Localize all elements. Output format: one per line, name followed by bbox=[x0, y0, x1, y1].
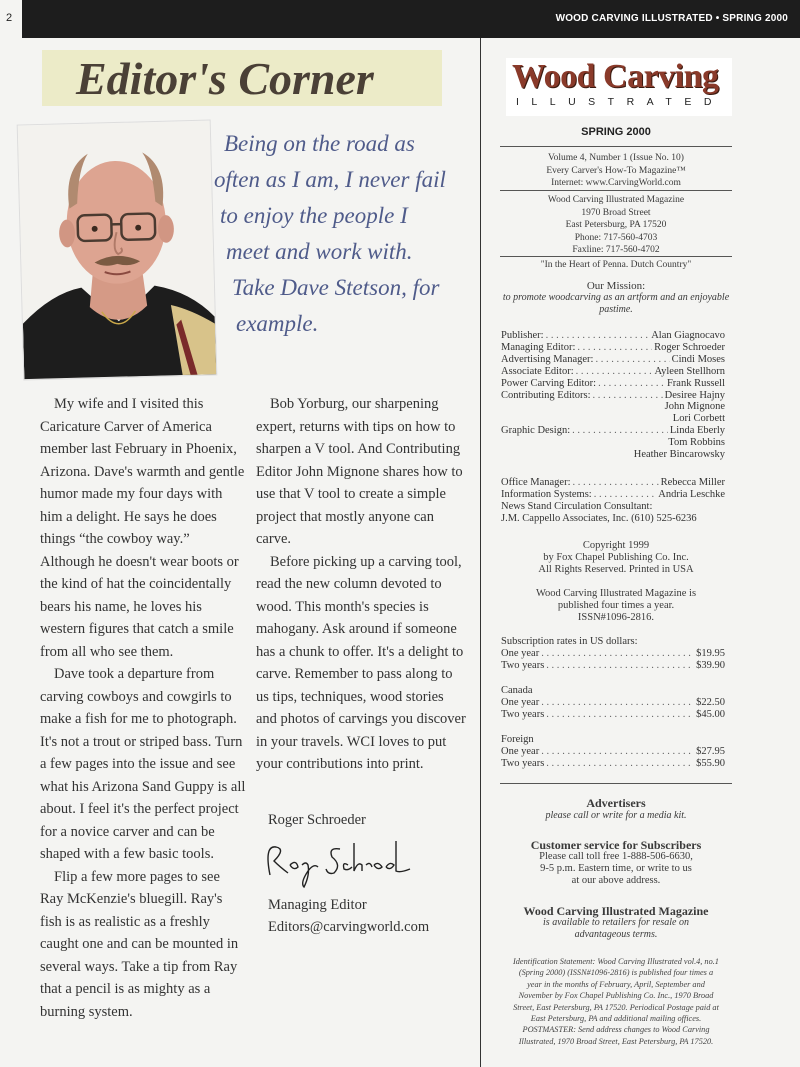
rates-heading: Foreign bbox=[501, 734, 534, 745]
article-paragraph: My wife and I visited this Caricature Carver of America member last February in Phoenix, Arizona. Dave's warmth and gentle humor made my four days with him a delight. He says he does things “the cowboy way.” Although he doesn't wear boots or the kind of hat the coincidentally bears his name, he loves his western figures that catch a smile from all who see them. bbox=[40, 396, 245, 660]
advertisers-heading: Advertisers bbox=[586, 796, 646, 810]
address-line: Wood Carving Illustrated Magazine bbox=[547, 195, 685, 205]
ident-line: POSTMASTER: Send address changes to Wood Carving bbox=[522, 1025, 710, 1035]
ident-line: East Petersburg, PA and additional mailing offices. bbox=[530, 1014, 702, 1024]
staff-row: Advertising Manager: . . . Cindi Moses bbox=[501, 354, 725, 366]
rate-row: Two years . . . $45.00 bbox=[501, 709, 725, 721]
logo-wordmark: Wood Carving bbox=[512, 58, 719, 95]
pull-quote bbox=[214, 126, 464, 342]
copyright-notice bbox=[500, 540, 732, 576]
staff-extra: Lori Corbett bbox=[672, 413, 725, 425]
portrait-illustration bbox=[18, 121, 217, 380]
staff-list bbox=[501, 330, 725, 461]
running-title: WOOD CARVING ILLUSTRATED • SPRING 2000 bbox=[555, 13, 788, 24]
staff-row: Graphic Design: . . . Linda Eberly bbox=[501, 425, 725, 437]
rule-divider bbox=[500, 190, 732, 191]
volume-line: Volume 4, Number 1 (Issue No. 10) bbox=[548, 153, 684, 163]
staff-row: Power Carving Editor: . . . Frank Russell bbox=[501, 378, 725, 390]
rates-us bbox=[501, 636, 725, 671]
cs-line: Please call toll free 1-888-506-6630, bbox=[539, 851, 693, 862]
page-title: Editor's Corner bbox=[76, 53, 374, 104]
volume-line: Every Carver's How-To Magazine™ bbox=[546, 165, 686, 176]
staff-row: Managing Editor: . . . Roger Schroeder bbox=[501, 342, 725, 354]
customer-service-heading: Customer service for Subscribers bbox=[530, 838, 702, 852]
rate-row: One year . . . $19.95 bbox=[501, 648, 725, 660]
staff-extra: Tom Robbins bbox=[668, 437, 725, 449]
retail-text bbox=[500, 917, 732, 941]
rate-row: Two years . . . $39.90 bbox=[501, 660, 725, 672]
ident-line: Illustrated, 1970 Broad Street, East Petersburg, PA 17520. bbox=[518, 1036, 714, 1046]
page-number: 2 bbox=[0, 0, 22, 38]
rule-divider bbox=[500, 146, 732, 147]
slogan: "In the Heart of Penna. Dutch Country" bbox=[540, 260, 692, 270]
author-title: Managing Editor bbox=[268, 897, 367, 913]
mission-heading: Our Mission: bbox=[586, 280, 646, 292]
rates-heading: Subscription rates in US dollars: bbox=[501, 636, 638, 647]
customer-service-text bbox=[500, 851, 732, 887]
article-column-1 bbox=[40, 393, 246, 1023]
article-paragraph: Flip a few more pages to see Ray McKenzie's bluegill. Ray's fish is as realistic as a freshly caught one and can be mounted in several ways. Take a tip from Ray that a pencil is as mighty as a burning system. bbox=[40, 868, 239, 1020]
address-line: East Petersburg, PA 17520 bbox=[565, 220, 667, 230]
volume-info bbox=[500, 152, 732, 190]
rule-divider bbox=[500, 256, 732, 257]
column-divider bbox=[480, 38, 481, 1067]
staff-row: Publisher: . . . Alan Giagnocavo bbox=[501, 330, 725, 342]
magazine-logo bbox=[506, 58, 732, 116]
logo-subtitle: ILLUSTRATED bbox=[516, 96, 724, 108]
mission-text: to promote woodcarving as an artform and an enjoyable pastime. bbox=[502, 292, 730, 315]
copyright-line: by Fox Chapel Publishing Co. Inc. bbox=[543, 552, 689, 563]
handwritten-signature bbox=[262, 835, 412, 890]
author-email[interactable]: Editors@carvingworld.com bbox=[268, 919, 430, 935]
editor-portrait-photo bbox=[17, 120, 218, 381]
staff-row: Associate Editor: . . . Ayleen Stellhorn bbox=[501, 366, 725, 378]
pub-line: ISSN#1096-2816. bbox=[577, 612, 655, 623]
circulation-label: News Stand Circulation Consultant: bbox=[501, 501, 653, 512]
publication-info bbox=[500, 588, 732, 624]
issue-season: SPRING 2000 bbox=[581, 126, 651, 138]
running-header bbox=[0, 0, 800, 38]
fax-line: Faxline: 717-560-4702 bbox=[572, 245, 660, 255]
rates-heading: Canada bbox=[501, 685, 533, 696]
retail-line: advantageous terms. bbox=[574, 929, 658, 940]
author-name: Roger Schroeder bbox=[268, 812, 366, 828]
office-row: Information Systems: . . . Andria Leschke bbox=[501, 489, 725, 501]
pub-line: Wood Carving Illustrated Magazine is bbox=[535, 588, 697, 599]
pull-quote-line: Being on the road as bbox=[224, 131, 415, 156]
cs-line: 9-5 p.m. Eastern time, or write to us bbox=[540, 863, 692, 874]
office-list bbox=[501, 477, 725, 525]
identification-statement bbox=[500, 956, 732, 1047]
article-paragraph: Bob Yorburg, our sharpening expert, returns with tips on how to sharpen a V tool. And Contributing Editor John Mignone shares how to use that V tool to create a simple project that mostly anyone can carve. bbox=[256, 396, 463, 547]
rule-divider bbox=[500, 783, 732, 784]
ident-line: year in the months of February, April, September and bbox=[527, 979, 705, 989]
phone-line: Phone: 717-560-4703 bbox=[574, 232, 658, 243]
rates-foreign bbox=[501, 734, 725, 769]
ident-line: Street, East Petersburg, PA 17520. Periodical Postage paid at bbox=[513, 1002, 719, 1012]
retail-line: is available to retailers for resale on bbox=[543, 917, 689, 928]
pull-quote-line: meet and work with. bbox=[226, 239, 413, 264]
title-banner bbox=[42, 50, 442, 106]
rate-row: One year . . . $22.50 bbox=[501, 697, 725, 709]
advertisers-text: please call or write for a media kit. bbox=[545, 810, 687, 821]
pull-quote-line: example. bbox=[236, 311, 319, 336]
article-paragraph: Before picking up a carving tool, read the new column devoted to wood. This month's species is mahogany. Ask around if someone has a chunk to offer. It's a delight to carve. Remember to pass along to us tips, techniques, wood stories and photos of carvings you discover in your travels. WCI loves to put your contributions into print. bbox=[256, 553, 466, 772]
staff-row: Contributing Editors: . . . Desiree Hajny bbox=[501, 390, 725, 402]
pub-line: published four times a year. bbox=[557, 600, 675, 611]
pull-quote-line: to enjoy the people I bbox=[220, 203, 408, 228]
cs-line: at our above address. bbox=[571, 875, 661, 886]
address-line: 1970 Broad Street bbox=[581, 207, 651, 218]
rate-row: Two years . . . $55.90 bbox=[501, 758, 725, 770]
pull-quote-line: Take Dave Stetson, for bbox=[232, 275, 440, 300]
article-paragraph: Dave took a departure from carving cowboys and cowgirls to make a fish for me to photograph. It's not a trout or striped bass. Turn a few pages into the issue and see what his Arizona Sand Guppy is all about. I feel it's the perfect project for a novice carver and can be shaped with a few basic tools. bbox=[40, 666, 246, 862]
ident-line: Identification Statement: Wood Carving Illustrated vol.4, no.1 bbox=[513, 957, 719, 966]
pull-quote-line: often as I am, I never fail bbox=[214, 167, 446, 192]
circulation-value: J.M. Cappello Associates, Inc. (610) 525-6236 bbox=[501, 513, 697, 524]
publisher-address bbox=[500, 194, 732, 257]
rates-canada bbox=[501, 685, 725, 720]
rate-row: One year . . . $27.95 bbox=[501, 746, 725, 758]
copyright-line: Copyright 1999 bbox=[582, 540, 650, 551]
ident-line: November by Fox Chapel Publishing Co. Inc., 1970 Broad bbox=[518, 991, 714, 1001]
staff-extra: John Mignone bbox=[664, 401, 725, 413]
office-row: Office Manager: . . . Rebecca Miller bbox=[501, 477, 725, 489]
website-line[interactable]: Internet: www.CarvingWorld.com bbox=[551, 178, 681, 188]
ident-line: (Spring 2000) (ISSN#1096-2816) is published four times a bbox=[518, 968, 714, 978]
retail-heading: Wood Carving Illustrated Magazine bbox=[523, 904, 709, 918]
staff-extra: Heather Bincarowsky bbox=[633, 449, 725, 461]
copyright-line: All Rights Reserved. Printed in USA bbox=[538, 564, 694, 575]
article-column-2 bbox=[256, 393, 468, 776]
